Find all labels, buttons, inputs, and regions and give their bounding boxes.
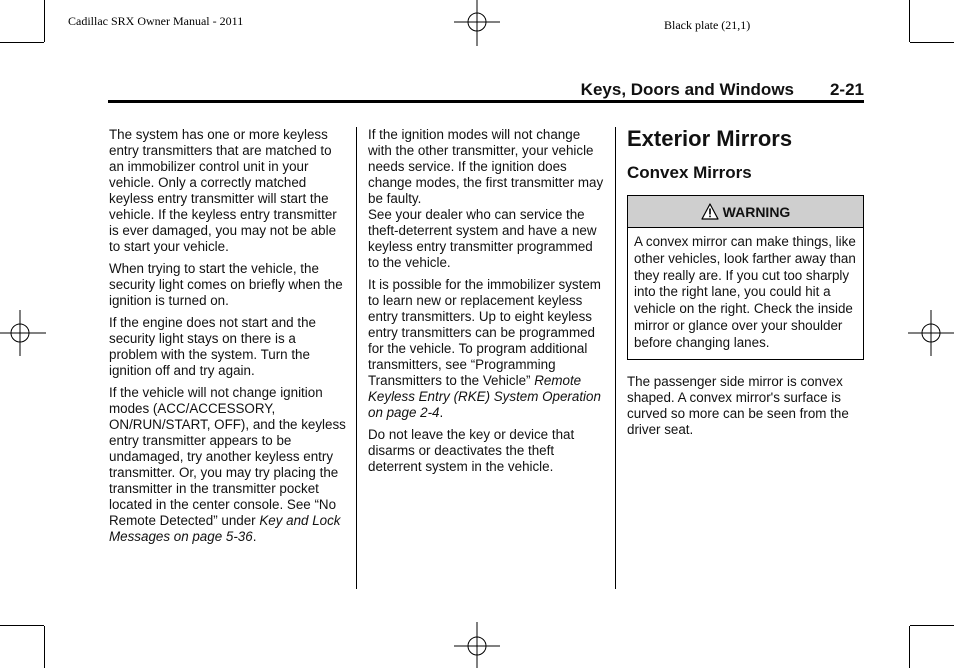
crop-mark — [44, 626, 45, 668]
registration-mark-icon — [454, 622, 500, 668]
paragraph: If the engine does not start and the security light stays on there is a problem with the system. Turn the ignition off and try again. — [109, 315, 316, 378]
warning-text: A convex mirror can make things, like other vehicles, look farther away than they really are. If you cut too sharply into the right lane, you could hit a vehicle on the right. Check the inside mirror or glance over your shoulder before changing lanes. — [634, 234, 856, 350]
crop-mark — [909, 626, 910, 668]
column-1 — [109, 127, 347, 551]
crop-mark — [0, 42, 44, 43]
crop-mark — [910, 625, 954, 626]
paragraph — [109, 385, 347, 545]
registration-mark-icon — [454, 0, 500, 46]
paragraph-end: . — [439, 405, 444, 420]
column-divider — [615, 127, 616, 589]
column-divider — [356, 127, 357, 589]
paragraph-end: . — [252, 529, 257, 544]
warning-header — [628, 196, 863, 228]
registration-mark-icon — [908, 310, 954, 356]
registration-mark-icon — [0, 310, 46, 356]
paragraph — [368, 127, 604, 207]
paragraph: The passenger side mirror is convex shaped. A convex mirror's surface is curved so more can be seen from the driver seat. — [627, 373, 849, 437]
subsection-title: Convex Mirrors — [627, 163, 752, 182]
paragraph — [368, 277, 604, 421]
page-number: 2-21 — [829, 80, 864, 99]
slug-right: Black plate (21,1) — [664, 18, 751, 32]
column-2 — [368, 127, 604, 481]
column-3 — [627, 127, 867, 444]
header-rule — [108, 100, 864, 103]
paragraph-text: If the ignition modes will not change with the other transmitter, your vehicle needs service. If the ignition does change modes, the first transmitter may be faulty. — [368, 127, 604, 206]
paragraph-text: If the vehicle will not change ignition modes (ACC/ACCESSORY, ON/RUN/START, OFF), and the keyless entry transmitter appears to be undamaged, try another keyless entry transmitter. Or, you may try placing the transmitter in the transmitter pocket located in the center console. See “No Remote Detected” under — [109, 385, 346, 528]
paragraph: When trying to start the vehicle, the security light comes on briefly when the ignition is turned on. — [109, 261, 343, 308]
warning-box — [627, 195, 864, 360]
warning-label: WARNING — [722, 203, 791, 220]
paragraph: The system has one or more keyless entry transmitters that are matched to an immobilizer control unit in your vehicle. Only a correctly matched keyless entry transmitter will start the vehicle. If the keyless entry transmitter is ever damaged, you may not be able to start your vehicle. — [109, 127, 337, 254]
slug-left: Cadillac SRX Owner Manual - 2011 — [68, 14, 244, 28]
paragraph: See your dealer who can service the theft-deterrent system and have a new keyless entry transmitter programmed to the vehicle. — [368, 207, 597, 270]
crop-mark — [0, 625, 44, 626]
warning-triangle-icon — [701, 203, 719, 220]
cross-reference-link[interactable]: Key and Lock Messages on page 5-36 — [109, 513, 341, 544]
crop-mark — [44, 0, 45, 42]
paragraph: Do not leave the key or device that disarms or deactivates the theft deterrent system in the vehicle. — [368, 427, 575, 474]
section-title: Exterior Mirrors — [627, 126, 793, 151]
cross-reference-link[interactable]: Remote Keyless Entry (RKE) System Operation on page 2-4 — [368, 373, 601, 420]
paragraph-text: It is possible for the immobilizer system to learn new or replacement keyless entry transmitters. Up to eight keyless entry transmitters can be programmed for the vehicle. To program additional transmitters, see “Programming Transmitters to the Vehicle” — [368, 277, 601, 388]
section-header: Keys, Doors and Windows — [580, 80, 794, 99]
crop-mark — [909, 0, 910, 42]
crop-mark — [910, 42, 954, 43]
